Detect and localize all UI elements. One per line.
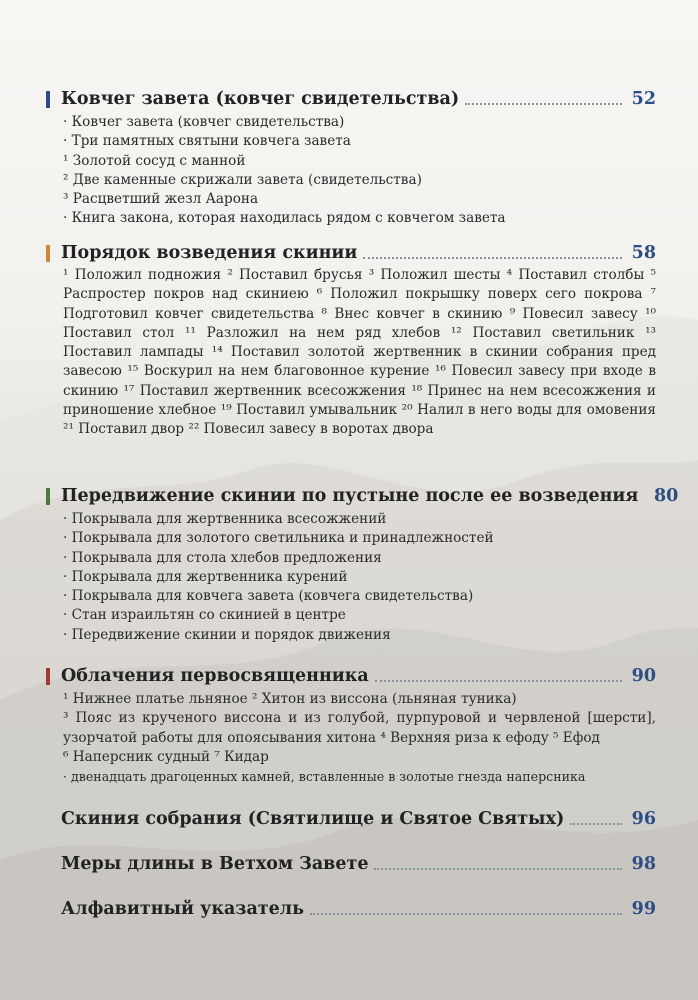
section-title: Ковчег завета (ковчег свидетельства) bbox=[61, 89, 460, 109]
list-item: · Покрывала для золотого светильника и принадлежностей bbox=[63, 530, 494, 547]
section-title: Алфавитный указатель bbox=[61, 899, 305, 919]
page-number: 90 bbox=[631, 666, 656, 686]
section-heading[interactable] bbox=[46, 851, 656, 877]
page-number: 80 bbox=[653, 486, 679, 506]
section-heading[interactable] bbox=[46, 896, 656, 922]
dot-leader bbox=[570, 813, 622, 825]
subitem-list bbox=[63, 510, 656, 645]
list-item: · Покрывала для ковчега завета (ковчега свидетельства) bbox=[63, 588, 474, 605]
list-item: · Покрывала для жертвенника курений bbox=[63, 568, 348, 585]
section-heading[interactable] bbox=[46, 483, 679, 509]
list-item: · Передвижение скинии и порядок движения bbox=[63, 626, 391, 643]
section-marker bbox=[46, 488, 50, 505]
dot-leader bbox=[310, 903, 622, 915]
section-title: Облачения первосвященника bbox=[61, 666, 369, 686]
page-number: 58 bbox=[631, 243, 656, 263]
page-number: 99 bbox=[631, 899, 656, 919]
toc-section-5[interactable] bbox=[46, 806, 656, 832]
list-item: · двенадцать драгоценных камней, вставленные в золотые гнезда наперсника bbox=[63, 769, 586, 785]
toc-section-1[interactable] bbox=[46, 86, 656, 229]
list-item: ¹ Нижнее платье льняное ² Хитон из виссона (льняная туника) bbox=[63, 691, 517, 707]
section-heading[interactable] bbox=[46, 86, 656, 112]
list-item: ² Две каменные скрижали завета (свидетельства) bbox=[63, 171, 422, 188]
section-heading[interactable] bbox=[46, 806, 656, 832]
section-heading[interactable] bbox=[46, 240, 656, 266]
list-item: · Три памятных святыни ковчега завета bbox=[63, 133, 351, 150]
list-item: ⁶ Наперсник судный ⁷ Кидар bbox=[63, 748, 269, 765]
toc-section-4[interactable] bbox=[46, 663, 656, 786]
list-item: · Стан израильтян со скинией в центре bbox=[63, 607, 346, 624]
list-item: · Покрывала для жертвенника всесожжений bbox=[63, 511, 387, 527]
list-item: ¹ Золотой сосуд с манной bbox=[63, 152, 246, 169]
section-heading[interactable] bbox=[46, 663, 656, 689]
page-number: 52 bbox=[631, 89, 656, 109]
toc-section-3[interactable] bbox=[46, 483, 679, 645]
dot-leader bbox=[375, 670, 622, 682]
toc-section-2[interactable] bbox=[46, 240, 656, 440]
toc-section-6[interactable] bbox=[46, 851, 656, 877]
dot-leader bbox=[374, 858, 622, 870]
list-item: ³ Пояс из крученого виссона и из голубой, пурпуровой и червленой [шерсти], узорчатой работы для опоясывания хитона ⁴ Верхняя риза к ефоду ⁵ Ефод bbox=[63, 710, 656, 746]
page-number: 96 bbox=[631, 809, 656, 829]
subitem-list bbox=[63, 113, 656, 229]
section-title: Скиния собрания (Святилище и Святое Святых) bbox=[61, 809, 565, 829]
list-item: · Ковчег завета (ковчег свидетельства) bbox=[63, 114, 345, 130]
list-item: ³ Расцветший жезл Аарона bbox=[63, 191, 259, 208]
section-title: Порядок возведения скинии bbox=[61, 243, 358, 263]
list-item: · Покрывала для стола хлебов предложения bbox=[63, 549, 382, 566]
section-marker bbox=[46, 91, 50, 108]
section-marker bbox=[46, 245, 50, 262]
subitem-list bbox=[63, 690, 656, 786]
section-title: Передвижение скинии по пустыне после ее возведения bbox=[61, 486, 639, 506]
list-item: · Книга закона, которая находилась рядом с ковчегом завета bbox=[63, 210, 506, 227]
dot-leader bbox=[465, 93, 622, 105]
toc-section-7[interactable] bbox=[46, 896, 656, 922]
page-number: 98 bbox=[631, 854, 656, 874]
section-paragraph: ¹ Положил подножия ² Поставил брусья ³ Положил шесты ⁴ Поставил столбы ⁵ Распростер покров над скиниею ⁶ Положил покрышку поверх сего покрова ⁷ Подготовил ковчег свидетельства ⁸ Внес ковчег в скинию ⁹ Повесил завесу ¹⁰ Поставил стол ¹¹ Разложил на нем ряд хлебов ¹² Поставил светильник ¹³ Поставил лампады ¹⁴ Поставил золотой жертвенник в скинии собрания пред завесою ¹⁵ Воскурил на нем благовонное курение ¹⁶ Повесил завесу при входе в скинию ¹⁷ Поставил жертвенник всесожжения ¹⁸ Принес на нем всесожжения и приношение хлебное ¹⁹ Поставил умывальник ²⁰ Налил в него воды для омовения ²¹ Поставил двор ²² Повесил завесу в воротах двора bbox=[63, 267, 656, 438]
dot-leader bbox=[363, 247, 622, 259]
section-marker bbox=[46, 668, 50, 685]
section-title: Меры длины в Ветхом Завете bbox=[61, 854, 369, 874]
